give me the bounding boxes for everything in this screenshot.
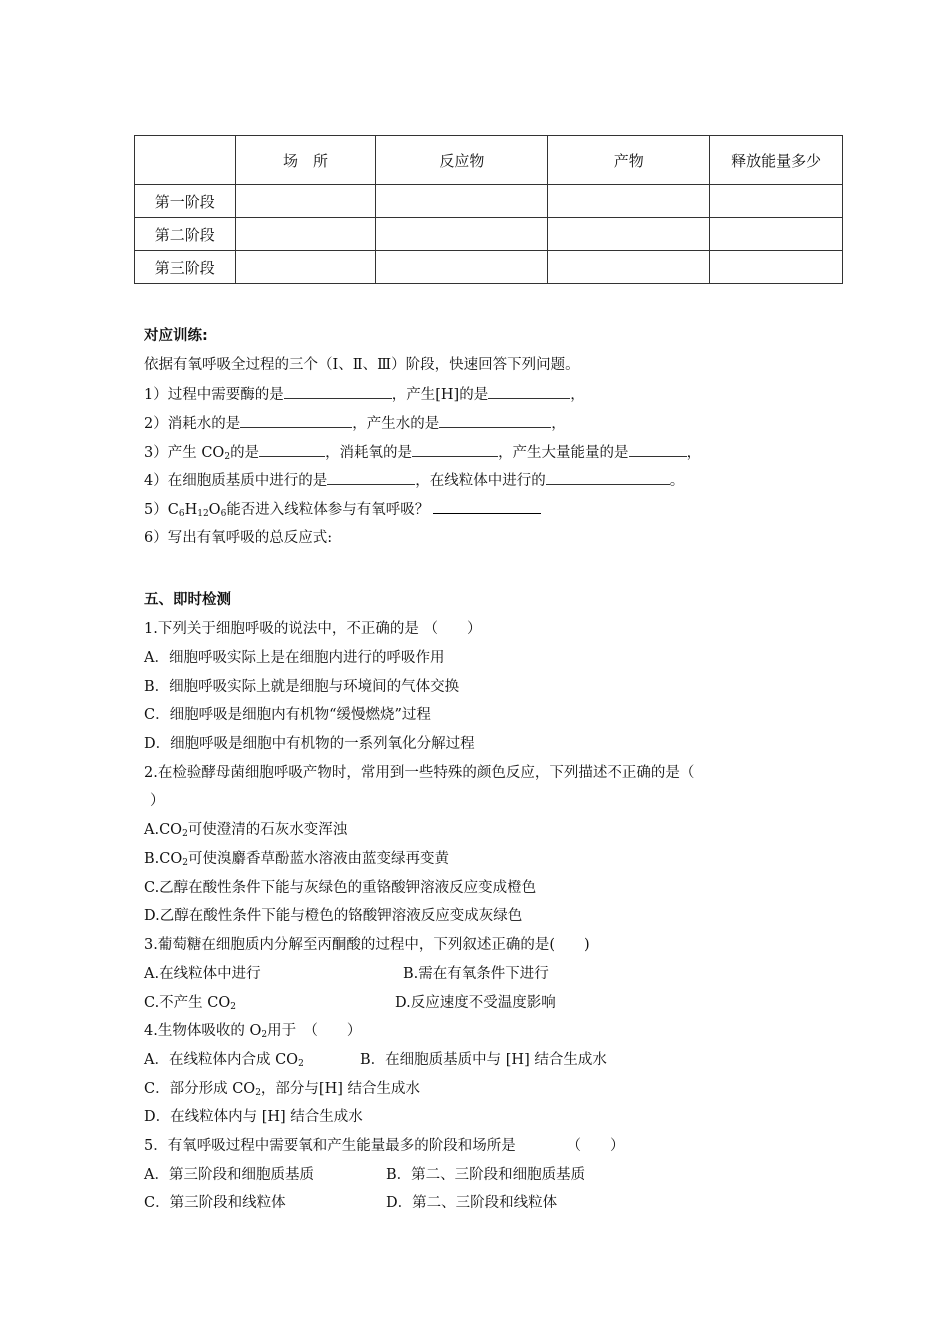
test-question-1: 1.下列关于细胞呼吸的说法中，不正确的是 （ ）	[144, 621, 482, 637]
option-d[interactable]: D．细胞呼吸是细胞中有机物的一系列氧化分解过程	[144, 736, 475, 752]
option-a[interactable]: A．在线粒体内合成 $CO_2$	[144, 1052, 304, 1069]
row-label: 第三阶段	[135, 251, 236, 284]
answer-cell[interactable]	[548, 218, 710, 251]
option-b[interactable]: B．第二、三阶段和细胞质基质	[386, 1167, 586, 1183]
table-row	[135, 218, 843, 251]
option-a[interactable]: $A.CO_2$可使澄清的石灰水变浑浊	[144, 822, 348, 839]
option-a[interactable]: A．细胞呼吸实际上是在细胞内进行的呼吸作用	[144, 650, 445, 666]
answer-cell[interactable]	[376, 218, 548, 251]
answer-cell[interactable]	[548, 251, 710, 284]
practice-question-2: 2）消耗水的是 ，产生水的是 ，	[144, 413, 566, 434]
practice-intro: 依据有氧呼吸全过程的三个（Ⅰ、Ⅱ、Ⅲ）阶段，快速回答下列问题。	[144, 357, 580, 373]
answer-blank[interactable]	[284, 384, 392, 399]
row-label: 第一阶段	[135, 185, 236, 218]
practice-question-4: 4）在细胞质基质中进行的是 ，在线粒体中进行的 。	[144, 470, 684, 491]
table-header-cell	[135, 136, 236, 185]
option-a[interactable]: A．第三阶段和细胞质基质	[144, 1167, 314, 1183]
option-c[interactable]: C．第三阶段和线粒体	[144, 1195, 286, 1211]
answer-cell[interactable]	[376, 185, 548, 218]
option-b[interactable]: $B.CO_2$可使溴麝香草酚蓝水溶液由蓝变绿再变黄	[144, 851, 449, 868]
table-header-cell: 产物	[548, 136, 710, 185]
option-c[interactable]: C.不产生 $CO_2$	[144, 995, 237, 1012]
answer-blank[interactable]	[629, 442, 687, 457]
option-b[interactable]: B.需在有氧条件下进行	[403, 966, 549, 982]
practice-question-1: 1）过程中需要酶的是 ，产生[H]的是 ，	[144, 384, 585, 405]
practice-heading: 对应训练:	[144, 328, 208, 344]
answer-blank[interactable]	[259, 442, 325, 457]
option-d[interactable]: D．第二、三阶段和线粒体	[386, 1195, 558, 1211]
option-c[interactable]: C.乙醇在酸性条件下能与灰绿色的重铬酸钾溶液反应变成橙色	[144, 880, 537, 896]
answer-cell[interactable]	[235, 251, 376, 284]
answer-cell[interactable]	[235, 218, 376, 251]
practice-question-3: 3）产生 $CO_2$的是 ，消耗氧的是 ，产生大量能量的是 ，	[144, 442, 701, 463]
answer-blank[interactable]	[240, 413, 352, 428]
table-header-cell: 释放能量多少	[710, 136, 843, 185]
option-b[interactable]: B．在细胞质基质中与 [H] 结合生成水	[360, 1052, 607, 1068]
option-d[interactable]: D.乙醇在酸性条件下能与橙色的铬酸钾溶液反应变成灰绿色	[144, 908, 523, 924]
option-c[interactable]: C．细胞呼吸是细胞内有机物“缓慢燃烧”过程	[144, 707, 431, 723]
row-label: 第二阶段	[135, 218, 236, 251]
answer-blank[interactable]	[327, 470, 415, 485]
test-question-4: 4.生物体吸收的 $O_2$用于 （ ）	[144, 1023, 362, 1040]
test-question-3: 3.葡萄糖在细胞质内分解至丙酮酸的过程中，下列叙述正确的是( )	[144, 937, 590, 953]
answer-blank[interactable]	[546, 470, 670, 485]
answer-cell[interactable]	[710, 251, 843, 284]
respiration-stage-table	[134, 135, 843, 284]
test-question-2-paren: ）	[150, 793, 165, 809]
table-header-cell: 反应物	[376, 136, 548, 185]
answer-cell[interactable]	[235, 185, 376, 218]
answer-blank[interactable]	[439, 413, 551, 428]
practice-question-5: $5)C_6H_{12}O_6$能否进入线粒体参与有氧呼吸？	[144, 499, 541, 520]
option-c[interactable]: C．部分形成 $CO_2$，部分与[H] 结合生成水	[144, 1081, 420, 1098]
option-a[interactable]: A.在线粒体中进行	[144, 966, 261, 982]
answer-blank[interactable]	[488, 384, 570, 399]
answer-blank[interactable]	[433, 499, 541, 514]
option-d[interactable]: D.反应速度不受温度影响	[395, 995, 556, 1011]
table-header-row	[135, 136, 843, 185]
table-row	[135, 251, 843, 284]
answer-cell[interactable]	[548, 185, 710, 218]
answer-cell[interactable]	[710, 185, 843, 218]
test-question-5: 5．有氧呼吸过程中需要氧和产生能量最多的阶段和场所是 （ ）	[144, 1138, 625, 1154]
practice-question-6: 6）写出有氧呼吸的总反应式:	[144, 530, 333, 546]
table-row	[135, 185, 843, 218]
answer-cell[interactable]	[710, 218, 843, 251]
answer-cell[interactable]	[376, 251, 548, 284]
test-question-2: 2.在检验酵母菌细胞呼吸产物时，常用到一些特殊的颜色反应，下列描述不正确的是（	[144, 765, 695, 781]
option-b[interactable]: B．细胞呼吸实际上就是细胞与环境间的气体交换	[144, 679, 460, 695]
test-heading: 五、即时检测	[144, 592, 231, 608]
table-header-cell: 场 所	[235, 136, 376, 185]
answer-blank[interactable]	[412, 442, 498, 457]
option-d[interactable]: D．在线粒体内与 [H] 结合生成水	[144, 1109, 363, 1125]
